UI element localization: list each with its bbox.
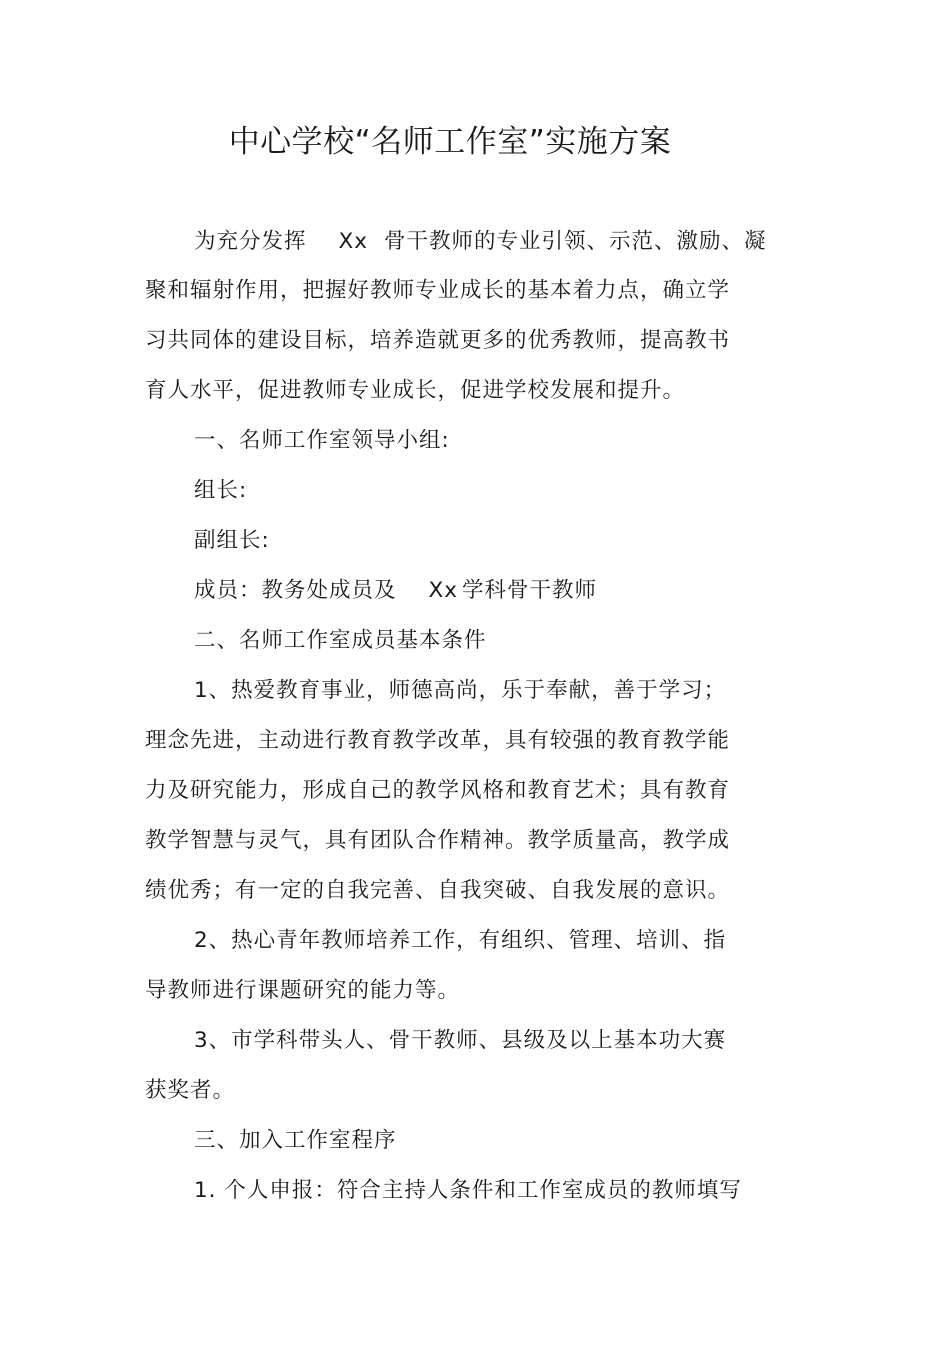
paragraph-line: 组长: xyxy=(194,478,248,503)
paragraph-line xyxy=(194,576,597,606)
paragraph-line: 获奖者。 xyxy=(145,1078,236,1103)
text-segment: 成员：教务处成员及 xyxy=(194,578,397,603)
paragraph-line: 育人水平，促进教师专业成长，促进学校发展和提升。 xyxy=(145,378,686,403)
paragraph-line: 1. 个人申报：符合主持人条件和工作室成员的教师填写 xyxy=(194,1178,742,1203)
text-segment: Xx xyxy=(338,229,368,254)
section-heading: 三、加入工作室程序 xyxy=(194,1128,397,1153)
paragraph-line: 导教师进行课题研究的能力等。 xyxy=(145,978,461,1003)
paragraph-line xyxy=(194,227,766,257)
text-segment: Xx xyxy=(428,578,458,603)
paragraph-line: 力及研究能力，形成自己的教学风格和教育艺术；具有教育 xyxy=(145,778,731,803)
text-segment: 为充分发挥 xyxy=(194,229,307,254)
section-heading: 二、名师工作室成员基本条件 xyxy=(194,628,487,653)
paragraph-line: 聚和辐射作用，把握好教师专业成长的基本着力点，确立学 xyxy=(145,278,731,303)
text-segment: 学科骨干教师 xyxy=(461,578,597,603)
paragraph-line: 理念先进，主动进行教育教学改革，具有较强的教育教学能 xyxy=(145,728,731,753)
paragraph-line: 3、市学科带头人、骨干教师、县级及以上基本功大赛 xyxy=(194,1028,727,1053)
paragraph-line: 1、热爱教育事业，师德高尚，乐于奉献，善于学习； xyxy=(194,678,727,703)
paragraph-line: 绩优秀；有一定的自我完善、自我突破、自我发展的意识。 xyxy=(145,878,731,903)
section-heading: 一、名师工作室领导小组: xyxy=(194,428,450,453)
paragraph-line: 教学智慧与灵气，具有团队合作精神。教学质量高，教学成 xyxy=(145,828,731,853)
document-title: 中心学校“名师工作室”实施方案 xyxy=(228,124,672,160)
paragraph-line: 2、热心青年教师培养工作，有组织、管理、培训、指 xyxy=(194,928,727,953)
paragraph-line: 副组长: xyxy=(194,528,270,553)
paragraph-line: 习共同体的建设目标，培养造就更多的优秀教师，提高教书 xyxy=(145,328,731,353)
text-segment: 骨干教师的专业引领、示范、激励、凝 xyxy=(383,229,767,254)
